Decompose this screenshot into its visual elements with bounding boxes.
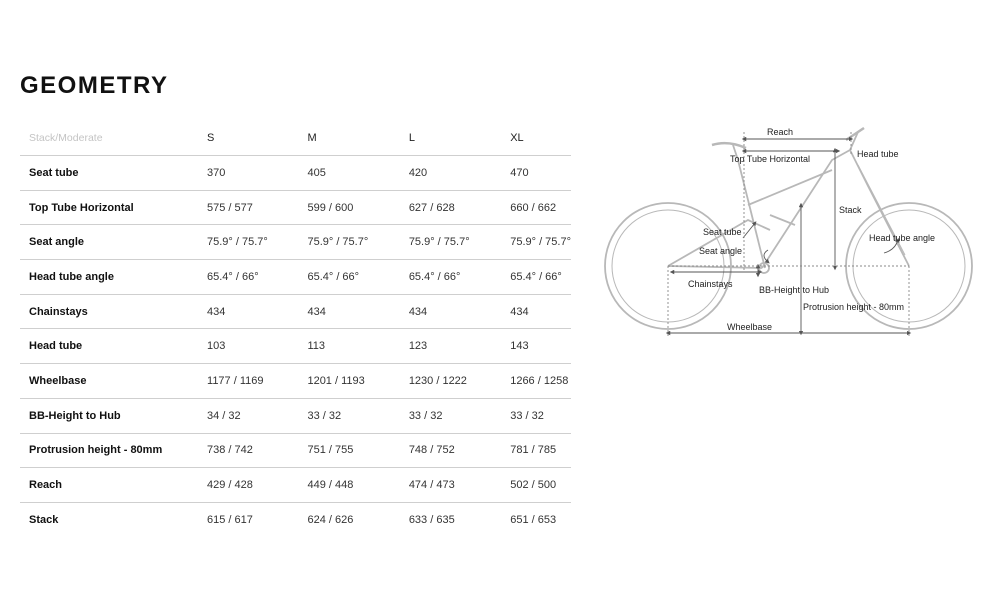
cell-value: 624 / 626 [307,513,354,526]
cell-value: 420 [400,156,501,191]
cell-value: 75.9° / 75.7° [400,225,501,260]
cell-value: 781 / 785 [501,433,571,468]
cell-value: 370 [198,156,298,191]
cell-value: 575 / 577 [198,190,298,225]
cell-value: 123 [400,329,501,364]
cell-value: 34 / 32 [198,398,298,433]
cell-value: 434 [198,294,298,329]
table-row [20,364,571,399]
cell-value: 660 / 662 [501,190,571,225]
cell-value: 633 / 635 [408,513,455,526]
top-tube [748,170,832,205]
cell-value: 615 / 617 [207,513,253,526]
cell-value: 502 / 500 [501,468,571,503]
size-header-xl: XL [501,121,571,156]
cell-value: 1177 / 1169 [198,364,298,399]
label-head-tube: Head tube [857,149,899,159]
diagram-labels [688,127,935,332]
seat-tube [738,160,765,268]
row-label: BB-Height to Hub [20,398,198,433]
row-label: Seat angle [20,225,198,260]
row-label: Reach [20,468,198,503]
cell-value: 33 / 32 [298,398,399,433]
cell-value: 75.9° / 75.7° [298,225,399,260]
cell-value: 75.9° / 75.7° [198,225,298,260]
label-bb-height-to-hub: BB-Height to Hub [759,285,830,295]
label-head-tube-angle: Head tube angle [869,233,936,243]
table-header-row [20,121,571,156]
table-row [20,398,571,433]
cell-value: 738 / 742 [198,433,298,468]
seat-tube-line [743,223,755,238]
size-header-s: S [198,121,298,156]
cell-value: 599 / 600 [298,190,399,225]
table-row [20,329,571,364]
cell-value: 33 / 32 [501,398,571,433]
rear-shock [770,215,795,225]
cell-value: 33 / 32 [400,398,501,433]
row-label: Protrusion height - 80mm [20,433,198,468]
row-label: Top Tube Horizontal [20,190,198,225]
bike-geometry-diagram [590,115,990,350]
label-wheelbase: Wheelbase [727,322,773,332]
cell-value: 75.9° / 75.7° [501,225,571,260]
cell-value: 627 / 628 [400,190,501,225]
size-header-l: L [400,121,501,156]
cell-value: 143 [501,329,571,364]
label-seat-angle: Seat angle [699,246,743,256]
cell-value: 748 / 752 [400,433,501,468]
cell-value: 751 / 755 [298,433,399,468]
cell-value: 65.4° / 66° [501,260,571,295]
table-row [20,294,571,329]
table-row [20,468,571,503]
cell-value: 103 [198,329,298,364]
size-header-m: M [298,121,399,156]
cell-value: 1230 / 1222 [400,364,501,399]
table-row [20,225,571,260]
label-reach: Reach [767,127,794,137]
label-protrusion-height: Protrusion height - 80mm [803,302,905,312]
row-label: Stack [29,513,59,526]
down-tube [762,150,850,268]
table-row [20,260,571,295]
table-row [20,190,571,225]
cell-value: 434 [298,294,399,329]
geometry-table [20,121,571,537]
row-label: Wheelbase [20,364,198,399]
label-chainstays: Chainstays [688,279,733,289]
label-top-tube-horizontal: Top Tube Horizontal [730,154,811,164]
row-label: Head tube angle [20,260,198,295]
label-seat-tube: Seat tube [703,227,742,237]
cell-value: 470 [501,156,571,191]
table-row [20,502,571,536]
mode-label: Stack/Moderate [20,121,198,156]
cell-value: 474 / 473 [400,468,501,503]
cell-value: 434 [400,294,501,329]
chainstay [668,266,762,268]
label-stack: Stack [839,205,862,215]
row-label: Head tube [20,329,198,364]
cell-value: 65.4° / 66° [298,260,399,295]
cell-value: 65.4° / 66° [400,260,501,295]
page-title: GEOMETRY [20,72,169,99]
table-row [20,156,571,191]
cell-value: 1201 / 1193 [298,364,399,399]
row-label: Seat tube [20,156,198,191]
cell-value: 1266 / 1258 [501,364,571,399]
row-label: Chainstays [20,294,198,329]
cell-value: 429 / 428 [198,468,298,503]
cell-value: 405 [298,156,399,191]
cell-value: 113 [298,329,399,364]
cell-value: 434 [501,294,571,329]
table-row [20,433,571,468]
cell-value: 651 / 653 [510,513,557,526]
cell-value: 449 / 448 [298,468,399,503]
saddle [712,143,746,148]
cell-value: 65.4° / 66° [198,260,298,295]
